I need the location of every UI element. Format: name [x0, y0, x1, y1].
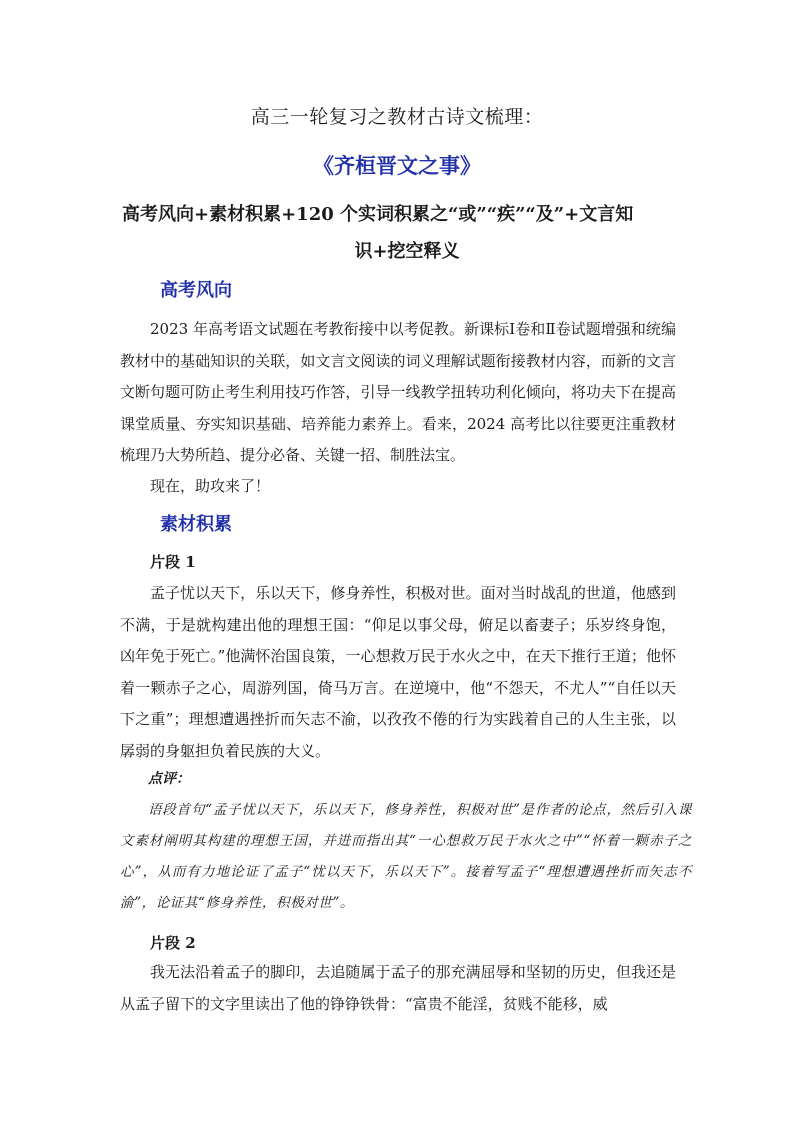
- work-title: 《齐桓晋文之事》: [313, 153, 481, 178]
- section-heading-trend: 高考风向: [160, 280, 232, 301]
- section-heading-material: 素材积累: [160, 514, 232, 535]
- document-title: 高三一轮复习之教材古诗文梳理：: [250, 106, 544, 128]
- fragment-2-label: 片段 2: [150, 934, 196, 952]
- subtitle-line-2: 识+挖空释义: [354, 241, 460, 262]
- fragment-1-text: 孟子忧以天下，乐以天下，修身养性，积极对世。面对当时战乱的世道，他感到不满，于是就构建出他的理想王国：“仰足以事父母，俯足以畜妻子；乐岁终身饱，凶年免于死亡。”他满怀治国良策，一心想救万民于水火之中，在天下推行王道；他怀着一颗赤子之心，周游列国，倚马万言。在逆境中，他“不怨天，不尤人”“自任以天下之重”；理想遭遇挫折而矢志不渝，以孜孜不倦的行为实践着自己的人生主张，以孱弱的身躯担负着民族的大义。: [120, 584, 676, 760]
- fragment-2-text: 我无法沿着孟子的脚印，去追随属于孟子的那充满屈辱和坚韧的历史，但我还是从孟子留下的文字里读出了他的铮铮铁骨：“富贵不能淫，贫贱不能移，威: [120, 963, 676, 1013]
- trend-closing: 现在，助攻来了！: [150, 477, 271, 495]
- trend-paragraph: 2023 年高考语文试题在考教衔接中以考促教。新课标Ⅰ卷和Ⅱ卷试题增强和统编教材中的基础知识的关联，如文言文阅读的词义理解试题衔接教材内容，而新的文言文断句题可防止考生利用技巧作答，引导一线教学扭转功利化倾向，将功夫下在提高课堂质量、夯实知识基础、培养能力素养上。看来，2024 高考比以往要更注重教材梳理乃大势所趋、提分必备、关键一招、制胜法宝。: [120, 320, 676, 464]
- comment-label: 点评：: [148, 771, 190, 787]
- document-subtitle: [122, 196, 692, 270]
- subtitle-line-1: 高考风向+素材积累+120 个实词积累之“或”“疾”“及”+文言知: [122, 204, 634, 225]
- comment-text: 语段首句“孟子忧以天下，乐以天下，修身养性，积极对世”是作者的论点，然后引入课文素材阐明其构建的理想王国，并进而指出其“一心想救万民于水火之中”“怀着一颗赤子之心”，从而有力地论证了孟子“忧以天下，乐以天下”。接着写孟子“理想遭遇挫折而矢志不渝”，论证其“修身养性，积极对世”。: [120, 802, 692, 911]
- fragment-1-label: 片段 1: [150, 553, 196, 571]
